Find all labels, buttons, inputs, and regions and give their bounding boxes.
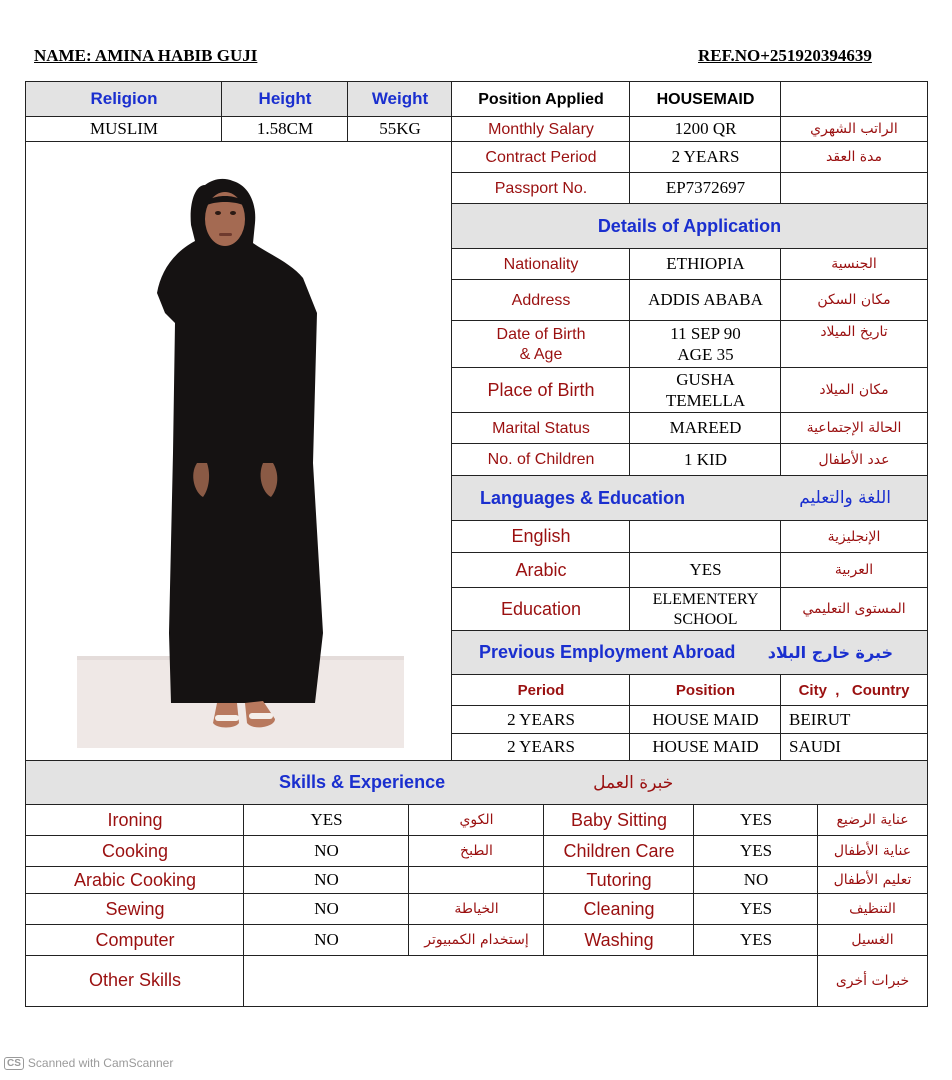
period-header: Period [451, 674, 631, 707]
right-skill-arabic-2: عناية الأطفال [817, 835, 928, 868]
left-skill-arabic-1: الكوي [408, 804, 545, 837]
pob-label: Place of Birth [451, 367, 631, 414]
position-blank [780, 81, 928, 118]
left-skill-value-1: YES [243, 804, 410, 837]
employment-section-title [451, 630, 928, 676]
employment-row-2-period: 2 YEARS [451, 733, 631, 762]
languages-title: Languages & Education [480, 487, 686, 508]
dob-value [629, 320, 782, 369]
scanner-text: Scanned with CamScanner [27, 1056, 174, 1070]
passport-blank [780, 172, 928, 205]
english-arabic: الإنجليزية [780, 520, 928, 554]
right-skill-label-5: Washing [543, 924, 695, 957]
children-value: 1 KID [629, 443, 782, 477]
skills-arabic-title: خبرة العمل [593, 772, 674, 793]
education-value [629, 587, 782, 632]
height-value: 1.58CM [221, 116, 349, 143]
arabic-value: YES [629, 552, 782, 589]
right-skill-value-2: YES [693, 835, 819, 868]
arabic-arabic: العربية [780, 552, 928, 589]
education-label: Education [451, 587, 631, 632]
arabic-label: Arabic [451, 552, 631, 589]
contract-value: 2 YEARS [629, 141, 782, 174]
height-header: Height [221, 81, 349, 118]
right-skill-arabic-1: عناية الرضيع [817, 804, 928, 837]
skills-section-title [25, 760, 928, 806]
english-value [629, 520, 782, 554]
right-skill-arabic-5: الغسيل [817, 924, 928, 957]
right-skill-value-1: YES [693, 804, 819, 837]
salary-value: 1200 QR [629, 116, 782, 143]
left-skill-label-4: Sewing [25, 893, 245, 926]
right-skill-arabic-4: التنظيف [817, 893, 928, 926]
children-label: No. of Children [451, 443, 631, 477]
right-skill-label-2: Children Care [543, 835, 695, 868]
pob-line2: TEMELLA [665, 390, 746, 410]
right-skill-value-3: NO [693, 866, 819, 895]
right-skill-value-5: YES [693, 924, 819, 957]
dob-label-line1: Date of Birth [496, 326, 586, 344]
weight-value: 55KG [347, 116, 453, 143]
employment-row-2-position: HOUSE MAID [629, 733, 782, 762]
address-label: Address [451, 279, 631, 322]
position-applied-value: HOUSEMAID [629, 81, 782, 118]
weight-header: Weight [347, 81, 453, 118]
left-skill-label-3: Arabic Cooking [25, 866, 245, 895]
employment-arabic-title: خبرة خارج البلاد [767, 643, 893, 663]
other-skills-arabic: خبرات أخرى [817, 955, 928, 1007]
religion-value: MUSLIM [25, 116, 223, 143]
employment-row-1-country: BEIRUT [780, 705, 928, 735]
city-country-header: City , Country [780, 674, 928, 707]
person-figure [77, 163, 404, 748]
nationality-arabic: الجنسية [780, 248, 928, 281]
employment-row-2-country: SAUDI [780, 733, 928, 762]
english-label: English [451, 520, 631, 554]
candidate-name: NAME: AMINA HABIB GUJI [34, 46, 258, 65]
marital-arabic: الحالة الإجتماعية [780, 412, 928, 445]
dob-arabic: تاريخ الميلاد [780, 320, 928, 369]
position-header: Position [629, 674, 782, 707]
other-skills-label: Other Skills [25, 955, 245, 1007]
left-skill-value-2: NO [243, 835, 410, 868]
left-skill-arabic-4: الخياطة [408, 893, 545, 926]
salary-label: Monthly Salary [451, 116, 631, 143]
passport-label: Passport No. [451, 172, 631, 205]
dob-date: 11 SEP 90 [670, 324, 741, 344]
right-skill-arabic-3: تعليم الأطفال [817, 866, 928, 895]
pob-arabic: مكان الميلاد [780, 367, 928, 414]
camscanner-logo-icon: CS [4, 1057, 24, 1070]
left-skill-label-1: Ironing [25, 804, 245, 837]
address-value: ADDIS ABABA [629, 279, 782, 322]
pob-value [629, 367, 782, 414]
children-arabic: عدد الأطفال [780, 443, 928, 477]
left-skill-label-5: Computer [25, 924, 245, 957]
dob-label [451, 320, 631, 369]
left-skill-value-3: NO [243, 866, 410, 895]
education-arabic: المستوى التعليمي [780, 587, 928, 632]
employment-row-1-period: 2 YEARS [451, 705, 631, 735]
scanner-watermark [4, 1056, 173, 1070]
marital-value: MAREED [629, 412, 782, 445]
languages-section-title [451, 475, 928, 522]
right-skill-label-4: Cleaning [543, 893, 695, 926]
left-skill-label-2: Cooking [25, 835, 245, 868]
education-line2: SCHOOL [673, 610, 738, 628]
pob-line1: GUSHA [676, 370, 735, 390]
left-skill-value-5: NO [243, 924, 410, 957]
address-arabic: مكان السكن [780, 279, 928, 322]
left-skill-arabic-3 [408, 866, 545, 895]
left-skill-value-4: NO [243, 893, 410, 926]
nationality-value: ETHIOPIA [629, 248, 782, 281]
dob-age: AGE 35 [677, 344, 734, 364]
languages-arabic-title: اللغة والتعليم [799, 488, 891, 509]
left-skill-arabic-2: الطبخ [408, 835, 545, 868]
right-skill-value-4: YES [693, 893, 819, 926]
education-line1: ELEMENTERY [652, 591, 759, 609]
right-skill-label-1: Baby Sitting [543, 804, 695, 837]
reference-number: REF.NO+251920394639 [698, 46, 872, 65]
marital-label: Marital Status [451, 412, 631, 445]
right-skill-label-3: Tutoring [543, 866, 695, 895]
contract-label: Contract Period [451, 141, 631, 174]
religion-header: Religion [25, 81, 223, 118]
salary-arabic: الراتب الشهري [780, 116, 928, 143]
employment-title: Previous Employment Abroad [479, 642, 736, 663]
candidate-photo [77, 163, 404, 748]
left-skill-arabic-5: إستخدام الكمبيوتر [408, 924, 545, 957]
position-applied-label: Position Applied [451, 81, 631, 118]
dob-label-line2: & Age [519, 345, 563, 363]
passport-value: EP7372697 [629, 172, 782, 205]
other-skills-value [243, 955, 819, 1007]
details-section-title: Details of Application [451, 203, 928, 250]
employment-row-1-position: HOUSE MAID [629, 705, 782, 735]
nationality-label: Nationality [451, 248, 631, 281]
skills-title: Skills & Experience [279, 772, 446, 793]
contract-arabic: مدة العقد [780, 141, 928, 174]
